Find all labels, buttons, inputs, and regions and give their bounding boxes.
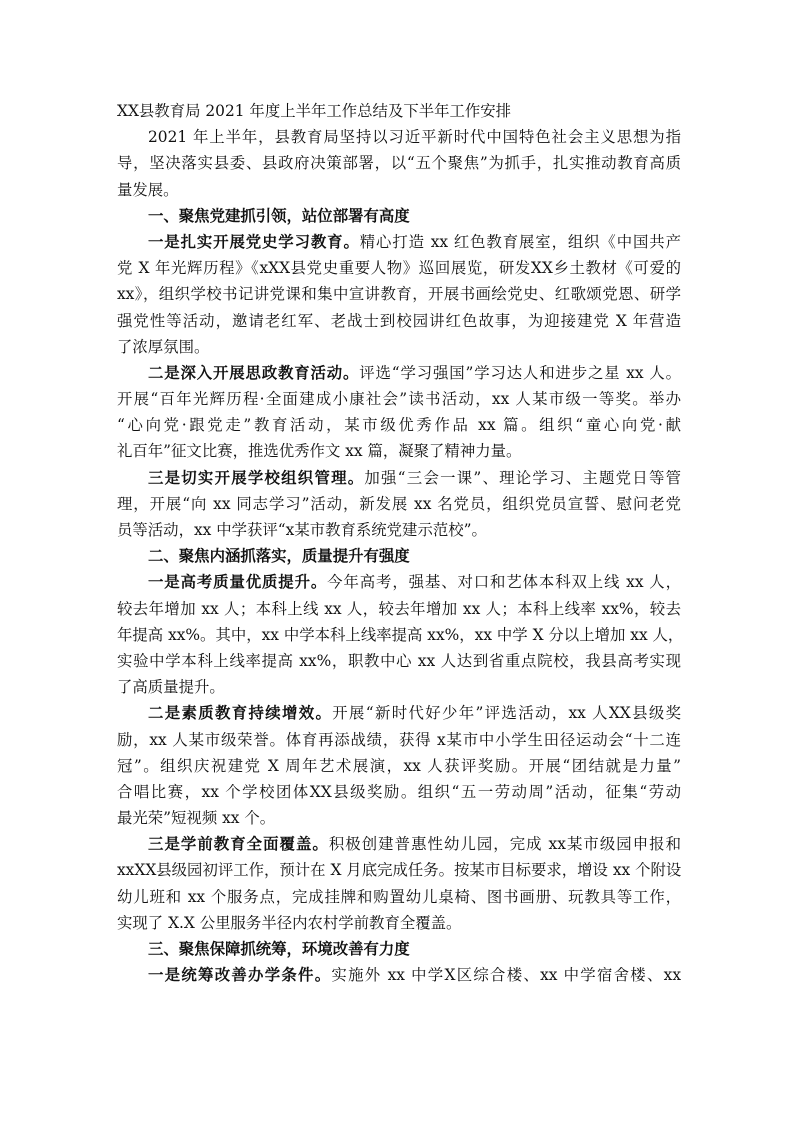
paragraph-line	[117, 569, 681, 595]
paragraph-line	[117, 517, 681, 543]
line-text: 实现了 X.X 公里服务半径内农村学前教育全覆盖。	[117, 913, 462, 932]
paragraph-line	[117, 910, 681, 936]
paragraph-lead: 三是学前教育全面覆盖。	[148, 835, 329, 854]
paragraph-line	[117, 386, 681, 412]
line-text: 幼儿班和 xx 个服务点，完成挂牌和购置幼儿桌椅、图书画册、玩教具等工作，	[117, 887, 681, 906]
paragraph-line	[117, 308, 681, 334]
paragraph-line	[117, 805, 681, 831]
line-text: 量发展。	[117, 180, 179, 199]
paragraph-line	[117, 884, 681, 910]
paragraph-line	[117, 700, 681, 726]
line-text: 党 X 年光辉历程》《xXX县党史重要人物》巡回展览，研发XX乡土教材《可爱的	[117, 259, 681, 278]
line-text: 实验中学本科上线率提高 xx%，职教中心 xx 人达到省重点院校，我县高考实现	[117, 651, 681, 670]
line-text: 2021 年上半年，县教育局坚持以习近平新时代中国特色社会主义思想为指	[148, 128, 681, 147]
line-text: 了高质量提升。	[117, 678, 225, 697]
paragraph-line	[117, 779, 681, 805]
line-text: 开展“新时代好少年”评选活动，xx 人XX县级奖	[332, 704, 681, 723]
line-text: 员等活动，xx 中学获评“x某市教育系统党建示范校”。	[117, 521, 487, 539]
paragraph-line	[117, 412, 681, 438]
line-text: 最光荣”短视频 xx 个。	[117, 809, 276, 828]
paragraph-line	[117, 229, 681, 255]
line-text: 积极创建普惠性幼儿园，完成 xx某市级园申报和	[328, 835, 681, 854]
paragraph-line	[117, 648, 681, 674]
heading-text: 一、聚焦党建抓引领，站位部署有高度	[148, 206, 410, 225]
heading-text: 二、聚焦内涵抓落实，质量提升有强度	[148, 547, 410, 566]
paragraph-line	[117, 491, 681, 517]
line-text: 精心打造 xx 红色教育展室，组织《中国共产	[359, 232, 681, 251]
line-text: 强党性等活动，邀请老红军、老战士到校园讲红色故事，为迎接建党 X 年营造	[117, 311, 681, 330]
line-text: 导，坚决落实县委、县政府决策部署，以“五个聚焦”为抓手，扎实推动教育高质	[117, 154, 681, 173]
line-text: 加强“三会一课”、理论学习、主题党日等管	[364, 468, 681, 487]
paragraph-line	[117, 150, 681, 176]
paragraph-line	[117, 753, 681, 779]
paragraph-line	[117, 334, 681, 360]
paragraph-line	[117, 255, 681, 281]
paragraph-lead: 一是高考质量优质提升。	[148, 573, 328, 592]
paragraph-line	[117, 177, 681, 203]
line-text: xx》，组织学校书记讲党课和集中宣讲教育，开展书画绘党史、红歌颂党恩、研学	[117, 285, 681, 304]
paragraph-line	[117, 727, 681, 753]
paragraph-lead: 一是扎实开展党史学习教育。	[148, 232, 360, 251]
section-heading	[117, 936, 681, 962]
paragraph-line	[117, 674, 681, 700]
section-heading	[117, 543, 681, 569]
section-heading	[117, 203, 681, 229]
line-text: 理，开展“向 xx 同志学习”活动，新发展 xx 名党员，组织党员宣誓、慰问老党	[117, 494, 681, 513]
paragraph-line	[117, 465, 681, 491]
paragraph-lead: 一是统筹改善办学条件。	[148, 966, 332, 985]
line-text: 开展“百年光辉历程·全面建成小康社会”读书活动，xx 人某市级一等奖。举办	[117, 390, 681, 409]
line-text: 冠”。组织庆祝建党 X 周年艺术展演，xx 人获评奖励。开展“团结就是力量”	[117, 756, 681, 775]
line-text: 了浓厚氛围。	[117, 337, 210, 356]
paragraph-line	[117, 857, 681, 883]
line-text: 年提高 xx%。其中，xx 中学本科上线率提高 xx%，xx 中学 X 分以上增加 xx 人，	[117, 625, 684, 644]
line-text: 励，xx 人某市级荣誉。体育再添战绩，获得 x某市中小学生田径运动会“十二连	[117, 730, 681, 749]
heading-text: 三、聚焦保障抓统筹，环境改善有力度	[148, 940, 410, 958]
paragraph-line	[117, 831, 681, 857]
document-page	[117, 98, 684, 988]
paragraph-line	[117, 962, 681, 988]
paragraph-line	[117, 596, 681, 622]
line-text: xxXX县级园初评工作，预计在 X 月底完成任务。按某市目标要求，增设 xx 个附设	[117, 861, 682, 880]
paragraph-line	[117, 622, 684, 648]
paragraph-lead: 二是素质教育持续增效。	[148, 704, 333, 723]
line-text: 今年高考，强基、对口和艺体本科双上线 xx 人，	[327, 573, 681, 592]
line-text: 较去年增加 xx 人；本科上线 xx 人，较去年增加 xx 人；本科上线率 xx%，较去	[117, 599, 681, 618]
line-text: 实施外 xx 中学X区综合楼、xx 中学宿舍楼、xx	[331, 966, 681, 985]
paragraph-line	[117, 438, 681, 464]
paragraph-line	[117, 124, 681, 150]
paragraph-lead: 二是深入开展思政教育活动。	[148, 363, 360, 382]
paragraph-line	[117, 360, 681, 386]
paragraph-lead: 三是切实开展学校组织管理。	[148, 468, 365, 487]
line-text: “心向党·跟党走”教育活动，某市级优秀作品 xx 篇。组织“童心向党·献	[117, 416, 681, 435]
paragraph-line	[117, 281, 681, 307]
line-text: 礼百年”征文比赛，推选优秀作文 xx 篇，凝聚了精神力量。	[117, 442, 522, 461]
line-text: 评选“学习强国”学习达人和进步之星 xx 人。	[359, 363, 681, 382]
line-text: 合唱比赛，xx 个学校团体XX县级奖励。组织“五一劳动周”活动，征集“劳动	[117, 782, 681, 801]
document-title: XX县教育局 2021 年度上半年工作总结及下半年工作安排	[117, 102, 512, 120]
